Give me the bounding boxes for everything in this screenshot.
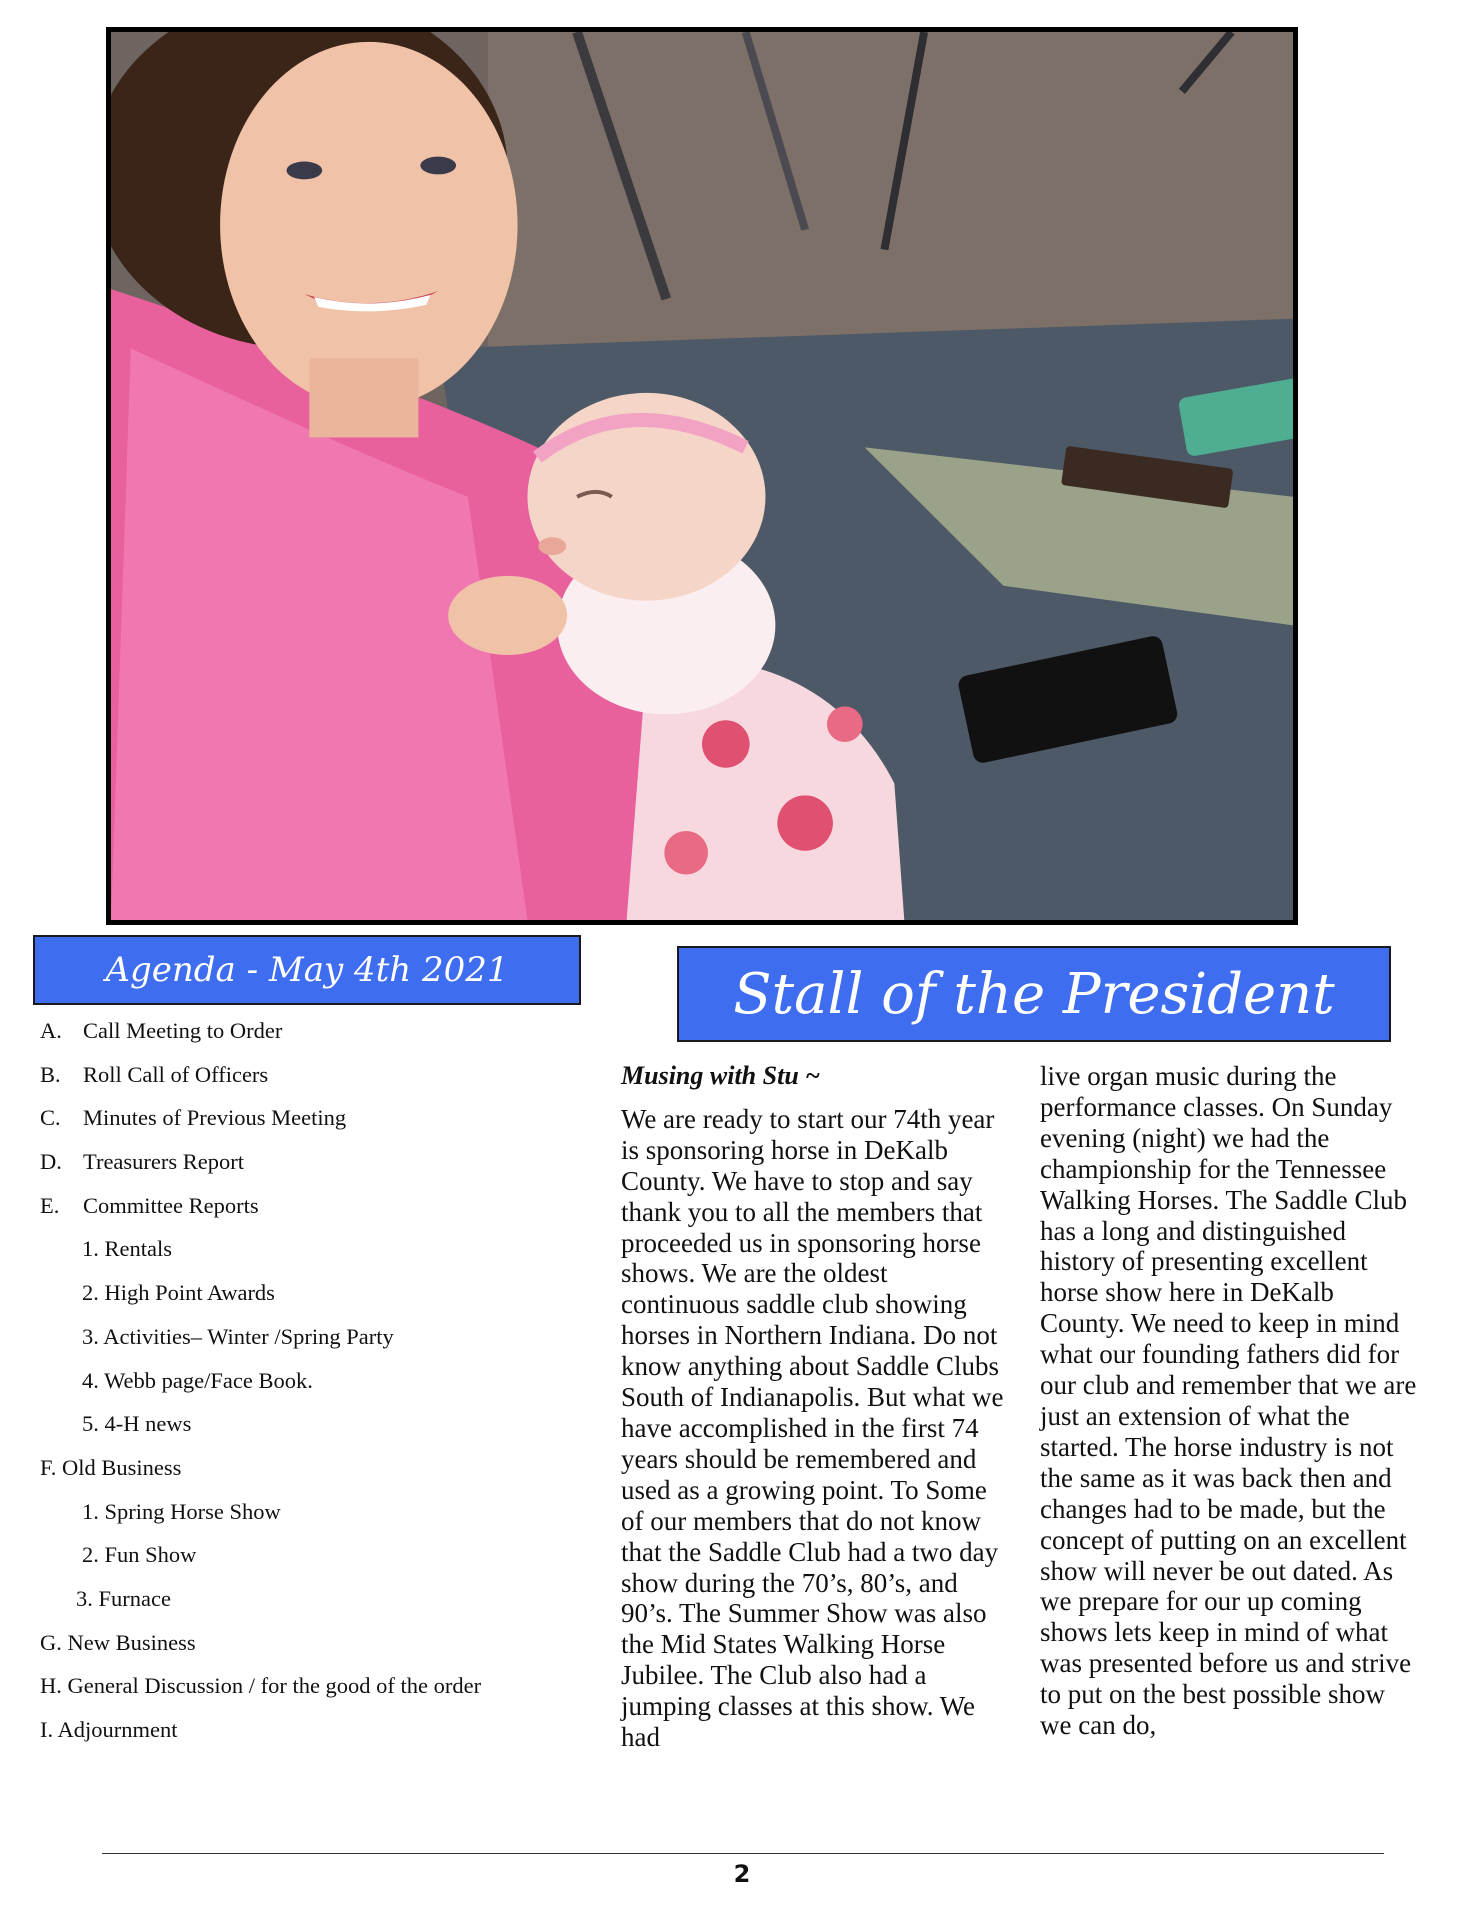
- agenda-subitem: 4. Webb page/Face Book.: [82, 1367, 313, 1393]
- agenda-title: Agenda - May 4th 2021: [105, 950, 509, 990]
- agenda-subitem: 1. Rentals: [82, 1236, 172, 1262]
- agenda-banner: [33, 935, 581, 1005]
- agenda-item: C. Minutes of Previous Meeting: [40, 1105, 347, 1131]
- agenda-subitem: 3. Furnace: [76, 1585, 171, 1611]
- photo-illustration: [111, 32, 1293, 920]
- agenda-list: [40, 1016, 600, 1759]
- president-banner-title: Stall of the President: [733, 961, 1335, 1027]
- agenda-item-adjournment: I. Adjournment: [40, 1717, 178, 1742]
- article-subhead: Musing with Stu ~: [621, 1061, 821, 1090]
- article-text-col2: live organ music during the performance classes. On Sunday evening (night) we had the championship for the Tennessee Walking Horses. The Saddle Club has a long and distinguished history of presenting excellent horse show here in DeKalb County. We need to keep in mind what our founding fathers did for our club and remember that we are just an extension of what the started. The horse industry is not the same as it was back then and changes had to be made, but the concept of putting on an excellent show will never be out dated. As we prepare for our up coming shows lets keep in mind of what was presented before us and strive to put on the best possible show we can do,: [1040, 1061, 1417, 1741]
- agenda-subitem: 2. High Point Awards: [82, 1280, 275, 1306]
- agenda-subitem: 1. Spring Horse Show: [82, 1498, 281, 1524]
- agenda-item: A. Call Meeting to Order: [40, 1018, 283, 1043]
- agenda-item-general-discussion: H. General Discussion / for the good of the order: [40, 1673, 482, 1699]
- article-column-2: [1040, 1061, 1420, 1741]
- agenda-subitem: 3. Activities– Winter /Spring Party: [82, 1323, 394, 1349]
- agenda-item: B. Roll Call of Officers: [40, 1061, 269, 1087]
- article-text-col1: We are ready to start our 74th year is sponsoring horse in DeKalb County. We have to stop and say thank you to all the members that proceeded us in sponsoring horse shows. We are the oldest continuous saddle club showing horses in Northern Indiana. Do not know anything about Saddle Clubs South of Indianapolis. But what we have accomplished in the first 74 years should be remembered and used as a growing point. To Some of our members that do not know that the Saddle Club had a two day show during the 70’s, 80’s, and 90’s. The Summer Show was also the Mid States Walking Horse Jubilee. The Club also had a jumping classes at this show. We had: [621, 1103, 1004, 1753]
- cover-photo: [106, 27, 1298, 925]
- agenda-item-new-business: G. New Business: [40, 1629, 196, 1655]
- agenda-subitem: 5. 4-H news: [82, 1411, 192, 1437]
- agenda-subitem: 2. Fun Show: [82, 1542, 197, 1568]
- agenda-item-old-business: F. Old Business: [40, 1454, 182, 1480]
- agenda-item: E. Committee Reports: [40, 1192, 259, 1218]
- page-number: 2: [733, 1860, 751, 1888]
- president-banner: [677, 946, 1391, 1042]
- article-column-1: [621, 1061, 1006, 1753]
- agenda-item: D. Treasurers Report: [40, 1149, 245, 1175]
- footer-rule: [102, 1853, 1384, 1854]
